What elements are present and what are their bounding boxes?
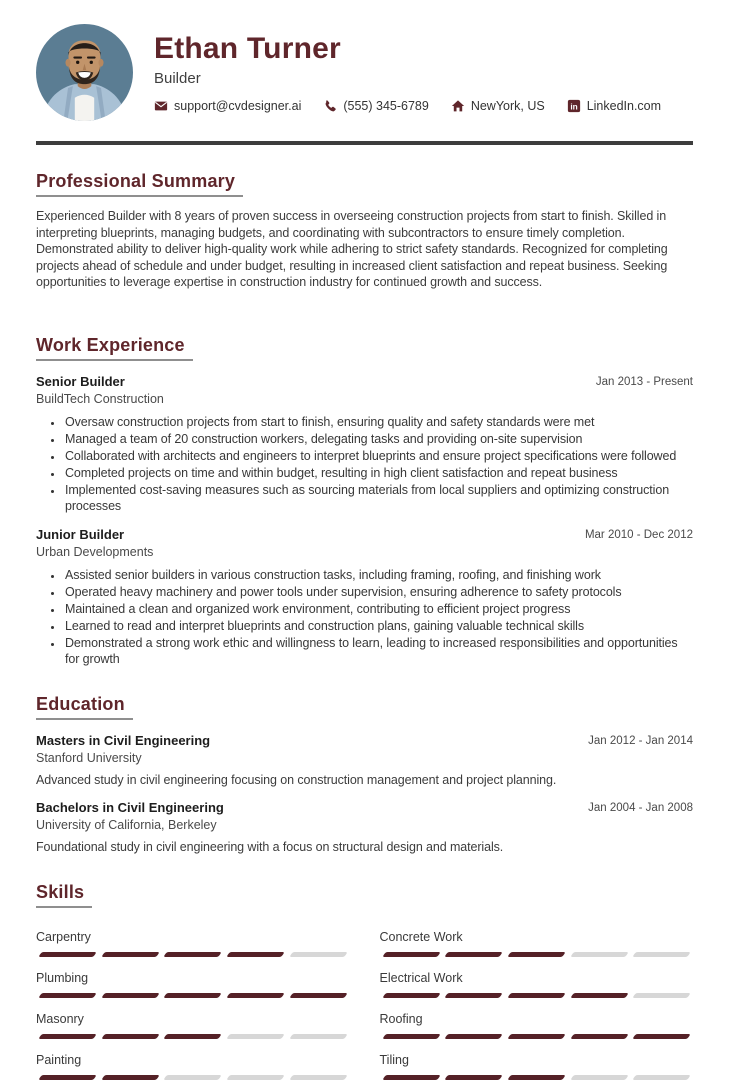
skill-segment-empty	[570, 952, 628, 957]
skill-segment-filled	[226, 952, 284, 957]
skill-segment-filled	[101, 993, 159, 998]
home-icon	[451, 99, 465, 113]
skill-name: Tiling	[379, 1052, 409, 1067]
skill-segment-filled	[444, 952, 502, 957]
svg-text:in: in	[570, 101, 578, 111]
job-bullet: • Operated heavy machinery and power tools under supervision, ensuring adherence to safety protocols	[63, 584, 693, 600]
skills-column-left	[36, 916, 350, 1080]
skill-name: Electrical Work	[379, 970, 463, 985]
skill-segment-filled	[164, 1034, 222, 1039]
skill-bar	[380, 1034, 694, 1039]
degree-header	[36, 733, 693, 765]
skill-segment-filled	[38, 952, 96, 957]
skill-name: Plumbing	[36, 970, 89, 985]
job-bullet: • Collaborated with architects and engineers to interpret blueprints and ensure project specifications were followed	[63, 448, 693, 464]
skills-grid	[36, 916, 693, 1080]
person-job-title: Builder	[154, 69, 201, 87]
skill-item	[36, 1053, 350, 1080]
person-name: Ethan Turner	[154, 32, 341, 65]
contact-linkedin	[567, 99, 661, 113]
skill-segment-empty	[289, 1034, 347, 1039]
degree-header	[36, 800, 693, 832]
skill-segment-empty	[570, 1075, 628, 1080]
jobs-list	[36, 374, 693, 668]
skill-segment-filled	[633, 1034, 691, 1039]
skill-segment-filled	[226, 993, 284, 998]
job-entry	[36, 527, 693, 667]
job-header	[36, 527, 693, 559]
job-header-left	[36, 527, 153, 559]
skill-segment-filled	[382, 952, 440, 957]
skill-segment-filled	[38, 1034, 96, 1039]
degree-header-left	[36, 733, 210, 765]
job-header	[36, 374, 693, 406]
skill-item	[380, 1012, 694, 1039]
skill-segment-filled	[101, 1034, 159, 1039]
job-bullet: • Demonstrated a strong work ethic and willingness to learn, leading to increased responsibilities and opportunities for growth	[63, 635, 693, 668]
avatar-photo-illustration	[36, 24, 133, 121]
contact-email	[154, 99, 301, 113]
email-icon	[154, 99, 168, 113]
skill-name: Painting	[36, 1052, 82, 1067]
skill-item	[380, 1053, 694, 1080]
degree-description: Foundational study in civil engineering with a focus on structural design and materials.	[36, 839, 504, 854]
job-company: Urban Developments	[36, 545, 154, 560]
skill-bar	[36, 952, 350, 957]
skill-item	[380, 930, 694, 957]
degree-entry	[36, 800, 693, 854]
degree-header-left	[36, 800, 224, 832]
contact-location-text: NewYork, US	[470, 98, 545, 113]
section-skills	[36, 882, 693, 1080]
header-divider	[36, 141, 693, 145]
skill-segment-filled	[570, 1034, 628, 1039]
degrees-list	[36, 733, 693, 854]
skill-segment-filled	[570, 993, 628, 998]
section-professional-summary	[36, 171, 693, 291]
skill-name: Concrete Work	[379, 929, 463, 944]
skill-segment-empty	[226, 1034, 284, 1039]
skill-segment-empty	[633, 1075, 691, 1080]
education-heading: Education	[36, 694, 133, 720]
job-dates: Mar 2010 - Dec 2012	[584, 529, 693, 542]
skill-bar	[380, 993, 694, 998]
job-bullets	[36, 567, 693, 667]
job-position: Senior Builder	[36, 373, 125, 389]
skill-segment-empty	[633, 952, 691, 957]
avatar	[36, 24, 133, 121]
skill-name: Masonry	[36, 1011, 84, 1026]
resume-header	[36, 24, 693, 121]
degree-school: Stanford University	[36, 750, 142, 765]
skill-segment-empty	[164, 1075, 222, 1080]
contact-phone	[323, 99, 428, 113]
skills-column-right	[380, 916, 694, 1080]
experience-heading: Work Experience	[36, 335, 193, 361]
skills-heading: Skills	[36, 882, 92, 908]
degree-dates: Jan 2004 - Jan 2008	[588, 801, 693, 814]
job-position: Junior Builder	[36, 527, 125, 543]
header-text	[154, 24, 661, 113]
contact-location	[451, 99, 545, 113]
degree-title: Bachelors in Civil Engineering	[36, 799, 224, 815]
skill-bar	[36, 1075, 350, 1080]
summary-heading: Professional Summary	[36, 171, 243, 197]
section-education	[36, 694, 693, 854]
skill-segment-filled	[164, 952, 222, 957]
skill-segment-filled	[164, 993, 222, 998]
phone-icon	[323, 99, 337, 113]
skill-segment-empty	[289, 1075, 347, 1080]
section-work-experience	[36, 335, 693, 668]
skill-segment-filled	[101, 1075, 159, 1080]
job-company: BuildTech Construction	[36, 391, 164, 406]
skill-segment-filled	[382, 1075, 440, 1080]
job-bullet: • Managed a team of 20 construction workers, delegating tasks and providing on-site supervision	[63, 431, 693, 447]
skill-segment-filled	[38, 1075, 96, 1080]
skill-name: Carpentry	[36, 929, 91, 944]
job-bullet: • Maintained a clean and organized work environment, contributing to efficient project progress	[63, 601, 693, 617]
contact-email-text: support@cvdesigner.ai	[174, 98, 302, 113]
job-bullet: • Assisted senior builders in various construction tasks, including framing, roofing, and finishing work	[63, 567, 693, 583]
skill-segment-filled	[507, 993, 565, 998]
skill-segment-filled	[507, 952, 565, 957]
skill-item	[36, 930, 350, 957]
degree-entry	[36, 733, 693, 787]
contact-row	[154, 99, 661, 113]
skill-item	[36, 971, 350, 998]
summary-text: Experienced Builder with 8 years of proven success in overseeing construction projects from start to finish. Skilled in interpreting blueprints, managing budgets, and coordinating with subcontractors to ensure timely completion. Demonstrated ability to deliver high-quality work while adhering to strict safety standards. Recognized for completing projects ahead of schedule and under budget, resulting in increased client satisfaction and repeat business. Seeking opportunities to leverage expertise in construction industry for continued growth and success.	[36, 209, 668, 290]
contact-phone-text: (555) 345-6789	[343, 98, 429, 113]
job-bullets	[36, 414, 693, 514]
skill-bar	[380, 1075, 694, 1080]
skill-item	[380, 971, 694, 998]
skill-segment-filled	[382, 993, 440, 998]
job-entry	[36, 374, 693, 514]
degree-title: Masters in Civil Engineering	[36, 732, 211, 748]
degree-dates: Jan 2012 - Jan 2014	[588, 734, 693, 747]
job-bullet: • Implemented cost-saving measures such as sourcing materials from local suppliers and optimizing construction processes	[63, 482, 693, 515]
skill-segment-empty	[633, 993, 691, 998]
skill-segment-empty	[226, 1075, 284, 1080]
skill-segment-filled	[382, 1034, 440, 1039]
linkedin-icon	[567, 99, 581, 113]
job-bullet: • Oversaw construction projects from start to finish, ensuring quality and safety standards were met	[63, 414, 693, 430]
skill-bar	[36, 1034, 350, 1039]
contact-linkedin-text: LinkedIn.com	[586, 98, 662, 113]
skill-name: Roofing	[379, 1011, 423, 1026]
skill-segment-filled	[38, 993, 96, 998]
degree-school: University of California, Berkeley	[36, 817, 217, 832]
job-dates: Jan 2013 - Present	[595, 375, 693, 388]
job-bullet: • Completed projects on time and within budget, resulting in high client satisfaction and repeat business	[63, 465, 693, 481]
skill-segment-filled	[444, 1034, 502, 1039]
skill-segment-filled	[289, 993, 347, 998]
skill-bar	[36, 993, 350, 998]
skill-item	[36, 1012, 350, 1039]
skill-segment-filled	[444, 1075, 502, 1080]
job-bullet: • Learned to read and interpret blueprints and construction plans, gaining valuable technical skills	[63, 618, 693, 634]
skill-segment-filled	[507, 1075, 565, 1080]
skill-bar	[380, 952, 694, 957]
job-header-left	[36, 374, 164, 406]
skill-segment-empty	[289, 952, 347, 957]
skill-segment-filled	[444, 993, 502, 998]
degree-description: Advanced study in civil engineering focusing on construction management and project planning.	[36, 772, 557, 787]
skill-segment-filled	[101, 952, 159, 957]
skill-segment-filled	[507, 1034, 565, 1039]
